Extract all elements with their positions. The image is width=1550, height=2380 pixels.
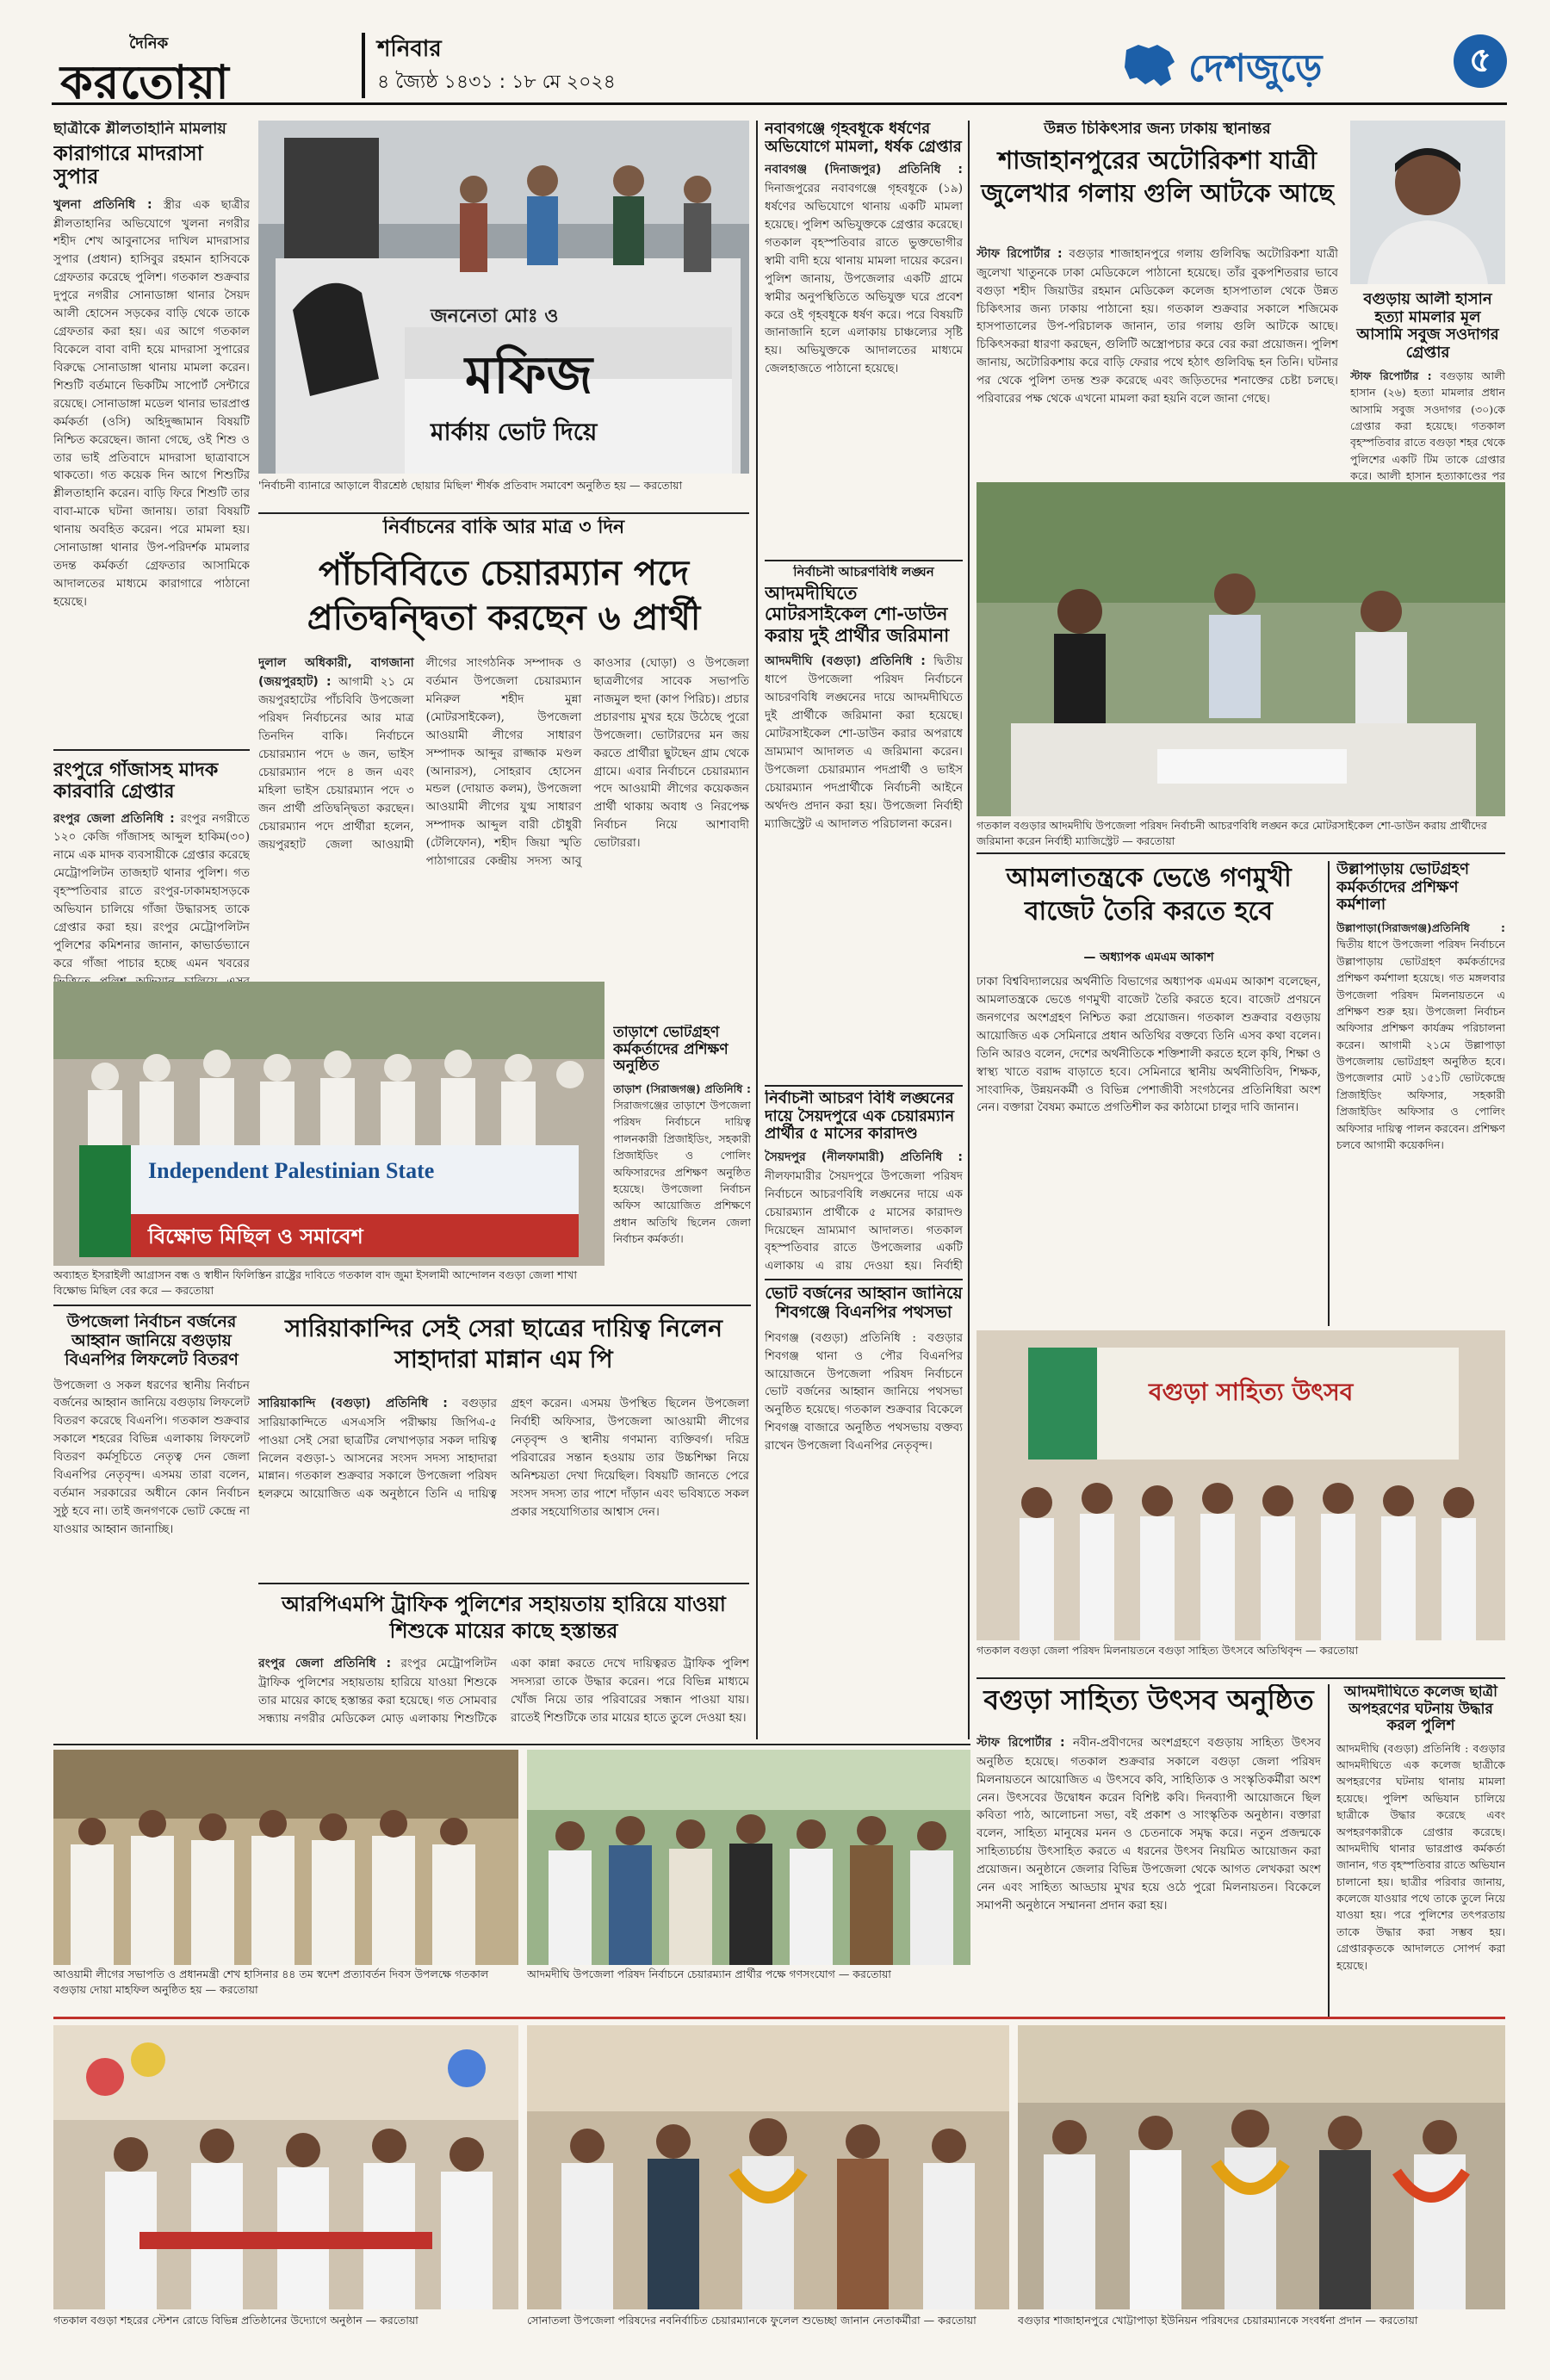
divider [258,1583,749,1584]
main-title-wrap [258,551,749,646]
article-byline: স্টাফ রিপোর্টার : [976,247,1063,261]
ledger-title-wrap [258,1313,749,1391]
article-kicker: নির্বাচনের বাকি আর মাত্র ৩ দিন [382,517,625,538]
divider [976,1677,1505,1679]
article-amlatantra [976,973,1321,1326]
article-title: আদমদীঘিতে কলেজ ছাত্রী অপহরণের ঘটনায় উদ্ধার করল পুলিশ [1344,1684,1497,1735]
article-body: ঢাকা বিশ্ববিদ্যালয়ের অর্থনীতি বিভাগের অধ্যাপক এমএম আকাশ বলেছেন, আমলাতন্ত্রকে ভেঙে গণমুখী বাজেট তৈরি করতে হবে। বাজেট প্রণয়নে জনগণের অংশগ্রহণ নিশ্চিত করা প্রয়োজন। গতকাল শুক্রবার বগুড়ায় আয়োজিত এক সেমিনারে প্রধান অতিথির বক্তব্যে তিনি এসব কথা বলেন। তিনি আরও বলেন, দেশের অর্থনীতিকে শক্তিশালী করতে হলে কৃষি, শিক্ষা ও স্বাস্থ্য খাতে বরাদ্দ বাড়াতে হবে। সেমিনারে স্থানীয় অর্থনীতিবিদ, শিক্ষক, সাংবাদিক, উন্নয়নকর্মী ও বিভিন্ন পেশাজীবী সংগঠনের প্রতিনিধিরা অংশ নেন। বক্তারা বৈষম্য কমাতে প্রগতিশীল কর কাঠামো চালুর দাবি জানান। [976,975,1321,1115]
shajahanpur-title-wrap [976,145,1338,239]
article-body: বগুড়ায় আলী হাসান (২৬) হত্যা মামলার প্রধান আসামি সবুজ সওদাগর (৩০)কে গ্রেপ্তার করা হয়েছে। গতকাল বৃহস্পতিবার রাতে বগুড়া শহর থেকে পুলিশের একটি টিম তাকে গ্রেপ্তার করে। আলী হাসান হত্যাকাণ্ডের পর [1350,369,1505,482]
portrait-image [1350,121,1505,284]
photo-prayer [53,1750,518,1965]
article-byline: সারিয়াকান্দি (বগুড়া) প্রতিনিধি : [258,1397,448,1410]
article-tarash [613,1025,751,1300]
masthead-date: ৪ জ্যৈষ্ঠ ১৪৩১ : ১৮ মে ২০২৪ [377,71,616,93]
photo-caption: বগুড়ার শাজাহানপুরে খোট্টাপাড়া ইউনিয়ন পরিষদের চেয়ারম্যানকে সংবর্ধনা প্রদান — করতোয়া [1018,2314,1418,2327]
paper-name: করতোয়া [60,55,230,109]
article-byline: দুলাল অধিকারী, বাগজানা (জয়পুরহাট) : [258,656,414,689]
article-byline: স্টাফ রিপোর্টার : [976,1736,1065,1750]
article-body: নবীন-প্রবীণদের অংশগ্রহণে বগুড়ায় সাহিত্য উৎসব অনুষ্ঠিত হয়েছে। গতকাল শুক্রবার সকালে বগুড়া জেলা পরিষদ মিলনায়তনে আয়োজিত এ উৎসবে কবি, সাহিত্যিক ও সংস্কৃতিকর্মীরা অংশ নেন। উৎসবের উদ্বোধন করেন বিশিষ্ট কবি। দিনব্যাপী আয়োজনে ছিল কবিতা পাঠ, আলোচনা সভা, বই প্রকাশ ও সাংস্কৃতিক অনুষ্ঠান। বক্তারা বলেন, সাহিত্য মানুষের মনন ও চেতনাকে সমৃদ্ধ করে। নতুন প্রজন্মকে সাহিত্যচর্চায় উৎসাহিত করতে এ ধরনের উৎসব নিয়মিত আয়োজন করা প্রয়োজন। অনুষ্ঠানে জেলার বিভিন্ন উপজেলা থেকে আগত লেখকরা অংশ নেন এবং সাহিত্য আড্ডায় মুখর হয়ে ওঠে পুরো মিলনায়তন। বিকেলে সমাপনী অনুষ্ঠানে সম্মাননা প্রদান করা হয়। [976,1736,1321,1913]
main-title: পাঁচবিবিতে চেয়ারম্যান পদে প্রতিদ্বন্দ্বিতা করছেন ৬ প্রার্থী [307,554,701,638]
article-title: নবাবগঞ্জে গৃহবধূকে ধর্ষণের অভিযোগে মামলা, ধর্ষক গ্রেপ্তার [765,121,962,156]
photo-caption: গতকাল বগুড়ার আদমদীঘি উপজেলা পরিষদ নির্বাচনী আচরণবিধি লঙ্ঘন করে মোটরসাইকেল শো-ডাউন করায় প্রার্থীদের জরিমানা করেন নির্বাহী ম্যাজিস্ট্রেট — করতোয়া [976,819,1487,848]
article-body: আগামী ২১ মে জয়পুরহাটের পাঁচবিবি উপজেলা পরিষদ নির্বাচনের আর মাত্র তিনদিন বাকি। নির্বাচনে চেয়ারম্যান পদে ৬ জন, ভাইস চেয়ারম্যান পদে ৪ জন এবং মহিলা ভাইস চেয়ারম্যান পদে ৩ জন প্রার্থী প্রতিদ্বন্দ্বিতা করছেন। চেয়ারম্যান পদে প্রার্থীরা হলেন, জয়পুরহাট জেলা আওয়ামী লীগের সাংগঠনিক সম্পাদক ও বর্তমান উপজেলা চেয়ারম্যান মনিরুল শহীদ মুন্না (মোটরসাইকেল), উপজেলা আওয়ামী লীগের সাধারণ সম্পাদক আব্দুর রাজ্জাক মণ্ডল (আনারস), সোহরাব হোসেন মন্ডল (দোয়াত কলম), উপজেলা আওয়ামী লীগের যুগ্ম সাধারণ সম্পাদক আব্দুল বারী চৌধুরী (টেলিফোন), শহীদ জিয়া স্মৃতি পাঠাগারের কেন্দ্রীয় সদস্য আবু কাওসার (ঘোড়া) ও উপজেলা ছাত্রলীগের সাবেক সভাপতি নাজমুল হুদা (কাপ পিরিচ)। প্রচার প্রচারণায় মুখর হয়ে উঠেছে পুরো উপজেলা। ভোটারদের মন জয় করতে প্রার্থীরা ছুটছেন গ্রাম থেকে গ্রামে। এবার নির্বাচনে চেয়ারম্যান পদে আওয়ামী লীগের কয়েকজন প্রার্থী থাকায় অবাধ ও নিরপেক্ষ নির্বাচন নিয়ে আশাবাদী ভোটাররা। [258,656,749,869]
article-byline: নবাবগঞ্জ (দিনাজপুর) প্রতিনিধি : [765,163,963,177]
article-body: সিরাজগঞ্জের তাড়াশে উপজেলা পরিষদ নির্বাচনে দায়িত্ব পালনকারী প্রিজাইডিং, সহকারী প্রিজাইডিং ও পোলিং অফিসারদের প্রশিক্ষণ অনুষ্ঠিত হয়েছে। উপজেলা নির্বাচন অফিস আয়োজিত প্রশিক্ষণে প্রধান অতিথি ছিলেন জেলা নির্বাচন কর্মকর্তা। [613,1099,751,1246]
article-trafficking [258,1655,749,1737]
article-main [258,654,749,1016]
divider [53,749,250,751]
photo-campaign [527,1750,970,1965]
photo-shajahanpur-reception [1018,2025,1505,2309]
article-vote-shibganj [765,1285,963,1737]
banner-subtext: জননেতা মোঃ ও [431,306,559,327]
photo-caption: 'নির্বাচনী ব্যানারে আড়ালে বীরশ্রেষ্ঠ ছোয়ার মিছিল' শীর্ষক প্রতিবাদ সমাবেশ অনুষ্ঠিত হয় — করতোয়া [258,479,683,492]
article-title: রংপুরে গাঁজাসহ মাদক কারবারি গ্রেপ্তার [53,759,219,803]
article-kicker: ছাত্রীকে শ্লীলতাহানি মামলায় [53,121,226,138]
column-rule [1328,1684,1330,2018]
photo-caption: আওয়ামী লীগের সভাপতি ও প্রধানমন্ত্রী শেখ হাসিনার ৪৪ তম স্বদেশ প্রত্যাবর্তন দিবস উপলক্ষে গতকাল বগুড়ায় দোয়া মাহফিল অনুষ্ঠিত হয় — করতোয়া [53,1968,489,1997]
photo-court [976,482,1505,816]
article-title: নির্বাচনী আচরণ বিধি লঙ্ঘনের দায়ে সৈয়দপুরে এক চেয়ারম্যান প্রার্থীর ৫ মাসের কারাদণ্ড [765,1090,955,1144]
article-byline: স্টাফ রিপোর্টার : [1350,369,1432,382]
article-body: উপজেলা ও সকল ধরণের স্থানীয় নির্বাচন বর্জনের আহ্বান জানিয়ে বগুড়ায় লিফলেট বিতরণ করেছে বিএনপি। গতকাল শুক্রবার সকালে শহরের বিভিন্ন এলাকায় লিফলেট বিতরণ কর্মসূচিতে নেতৃত্ব দেন জেলা বিএনপির নেতৃবৃন্দ। এসময় তারা বলেন, বর্তমান সরকারের অধীনে কোন নির্বাচন সুষ্ঠু হবে না। তাই জনগণকে ভোট কেন্দ্রে না যাওয়ার আহ্বান জানাচ্ছি। [53,1378,250,1536]
article-body: নীলফামারীর সৈয়দপুরে উপজেলা পরিষদ নির্বাচনে আচরণবিধি লঙ্ঘনের দায়ে এক চেয়ারম্যান প্রার্থীকে ৫ মাসের কারাদণ্ড দিয়েছেন ভ্রাম্যমাণ আদালত। গতকাল বৃহস্পতিবার রাতে উপজেলার একটি এলাকায় এ রায় দেওয়া হয়। নির্বাহী [765,1168,963,1274]
article-title: শাজাহানপুরের অটোরিকশা যাত্রী জুলেখার গলায় গুলি আটকে আছে [981,146,1334,208]
photo-caption: অব্যাহত ইসরাইলী আগ্রাসন বন্ধ ও স্বাধীন ফিলিস্তিন রাষ্ট্রের দাবিতে গতকাল বাদ জুমা ইসলামী আন্দোলন বগুড়া জেলা শাখা বিক্ষোভ মিছিল বের করে — করতোয়া [53,1268,577,1298]
article-title: বগুড়ায় আলী হাসান হত্যা মামলার মূল আসামি সবুজ সওদাগর গ্রেপ্তার [1356,291,1499,363]
banner-text: মফিজ [465,345,593,406]
article-title: কারাগারে মাদরাসা সুপার [53,140,203,189]
divider [53,1744,970,1745]
column-rule [1328,861,1330,1326]
article-byline: তাড়াশ (সিরাজগঞ্জ) প্রতিনিধি : [613,1082,751,1095]
column-rule [968,121,970,1739]
article-byline: রংপুর জেলা প্রতিনিধি : [258,1657,392,1670]
article-ledger [258,1395,749,1576]
article-body: দিনাজপুরের নবাবগঞ্জে গৃহবধূকে (১৯) ধর্ষণের অভিযোগে থানায় একটি মামলা হয়েছে। পুলিশ অভিযুক্তকে গ্রেপ্তার করেছে। গতকাল বৃহস্পতিবার রাতে ভুক্তভোগীর স্বামী বাদী হয়ে থানায় মামলা দায়ের করেন। পুলিশ জানায়, উপজেলার একটি গ্রামে স্বামীর অনুপস্থিতিতে অভিযুক্ত ঘরে প্রবেশ করে ওই গৃহবধূকে ধর্ষণ করে। পরে বিষয়টি জানাজানি হলে এলাকায় চাঞ্চল্যের সৃষ্টি হয়। অভিযুক্তকে আদালতের মাধ্যমে জেলহাজতে পাঠানো হয়েছে। [765,182,963,376]
photo-station-road-image [53,2025,518,2309]
section-logo [1119,36,1447,93]
banner-text: বগুড়া সাহিত্য উৎসব [1149,1378,1354,1406]
article-madrasa [53,121,250,741]
article-title: ভোট বর্জনের আহ্বান জানিয়ে শিবগঞ্জে বিএনপির পথসভা [765,1285,963,1322]
main-kicker-wrap [258,517,749,548]
photo-caption: গতকাল বগুড়া জেলা পরিষদ মিলনায়তনে বগুড়া সাহিত্য উৎসবে অতিথিবৃন্দ — করতোয়া [976,1644,1359,1657]
article-kicker: উন্নত চিকিৎসার জন্য ঢাকায় স্থানান্তর [1044,121,1271,138]
article-kicker: নির্বাচনী আচরণবিধি লঙ্ঘন [793,565,934,580]
banner-subtext-2: মার্কায় ভোট দিয়ে [431,418,598,446]
article-adamdighi-girl [1336,1684,1505,2018]
article-body: বগুড়ার সারিয়াকান্দিতে এসএসসি পরীক্ষায় জিপিএ-৫ পাওয়া সেই সেরা ছাত্রটির লেখাপড়ার সকল দায়িত্ব নিলেন বগুড়া-১ আসনের সংসদ সদস্য সাহাদারা মান্নান। গতকাল শুক্রবার সকালে উপজেলা পরিষদ হলরুমে আয়োজিত এক অনুষ্ঠানে তিনি এ দায়িত্ব গ্রহণ করেন। এসময় উপস্থিত ছিলেন উপজেলা নির্বাহী অফিসার, উপজেলা আওয়ামী লীগের নেতৃবৃন্দ ও স্থানীয় গণমান্য ব্যক্তিবর্গ। দরিদ্র পরিবারের সন্তান হওয়ায় তার উচ্চশিক্ষা নিয়ে অনিশ্চয়তা দেখা দিয়েছিল। বিষয়টি জানতে পেরে সংসদ সদস্য তার পাশে দাঁড়ান এবং ভবিষ্যতে সকল প্রকার সহযোগিতার আশ্বাস দেন। [258,1397,749,1519]
article-byline: রংপুর জেলা প্রতিনিধি : [53,811,175,826]
paper-small: দৈনিক [129,34,169,53]
article-title: উল্লাপাড়ায় ভোটগ্রহণ কর্মকর্তাদের প্রশিক্ষণ কর্মশালা [1336,861,1469,914]
bangladesh-map-icon [1119,41,1180,90]
masthead-divider [362,33,365,98]
divider [765,560,963,561]
masthead [52,26,1507,109]
photo-campaign-image [527,1750,970,1965]
divider [765,1085,963,1087]
article-title: বগুড়া সাহিত্য উৎসব অনুষ্ঠিত [983,1684,1314,1716]
page-number: ৫ [1454,34,1507,88]
photo-sonatala-image [527,2025,1009,2309]
article-title: আমলাতন্ত্রকে ভেঙে গণমুখী বাজেট তৈরি করতে হবে [1006,863,1292,927]
photo-shajahanpur-image [1018,2025,1505,2309]
divider [976,852,1505,854]
article-byline: উল্লাপাড়া(সিরাজগঞ্জ)প্রতিনিধি : [1336,921,1505,935]
divider [258,512,749,514]
article-byline: — অধ্যাপক এমএম আকাশ [1083,951,1214,964]
article-body: রংপুর নগরীতে ১২০ কেজি গাঁজাসহ আব্দুল হাকিম(৩০) নামে এক মাদক ব্যবসায়ীকে গ্রেপ্তার করেছে মেট্রোপলিটন তাজহাট থানার পুলিশ। গত বৃহস্পতিবার রাতে রংপুর-ঢাকামহাসড়কে অভিযান চালিয়ে গাঁজা উদ্ধারসহ তাকে গ্রেপ্তার করা হয়। রংপুর মেট্রোপলিটন পুলিশের কমিশনার জানান, কাভার্ডভ্যানে করে গাঁজা পাচার হচ্ছে এমন খবরের [53,811,250,970]
column-rule [756,121,758,1739]
article-title: তাড়াশে ভোটগ্রহণ কর্মকর্তাদের প্রশিক্ষণ অনুষ্ঠিত [613,1025,728,1075]
photo-protest [53,982,604,1266]
portrait-photo [1350,121,1505,284]
amlatantra-title-wrap [976,861,1321,947]
article-body: দ্বিতীয় ধাপে উপজেলা পরিষদ নির্বাচনে আচরণবিধি লঙ্ঘনের দায়ে আদমদীঘিতে দুই প্রার্থীকে জরিমানা করা হয়েছে। মোটরসাইকেল শো-ডাউন করার অপরাধে ভ্রাম্যমাণ আদালত এ জরিমানা করেন। উপজেলা চেয়ারম্যান পদপ্রার্থী ও ভাইস চেয়ারম্যান পদপ্রার্থীকে নির্বাচনী আইনে অর্থদণ্ড প্রদান করা হয়। উপজেলা নির্বাহী ম্যাজিস্ট্রেট এ আদালত পরিচালনা করেন। [765,654,963,831]
article-title: সারিয়াকান্দির সেই সেরা ছাত্রের দায়িত্ব নিলেন সাহাদারা মান্নান এম পি [285,1314,722,1374]
masthead-day: শনিবার [377,36,442,62]
photo-station-road [53,2025,518,2309]
article-body: দ্বিতীয় ধাপে উপজেলা পরিষদ নির্বাচনে উল্লাপাড়ায় ভোটগ্রহণ কর্মকর্তাদের প্রশিক্ষণ কর্মশালা হয়েছে। গত মঙ্গলবার উপজেলা পরিষদ মিলনায়তনে এ প্রশিক্ষণ শুরু হয়। উপজেলা নির্বাচন অফিসার প্রশিক্ষণ কার্যক্রম পরিচালনা করেন। আগামী ২১মে উল্লাপাড়া উপজেলায় ভোটগ্রহণ অনুষ্ঠিত হবে। উপজেলার মোট ১৫১টি ভোটকেন্দ্রে প্রিজাইডিং অফিসার, সহকারী প্রিজাইডিং অফিসার ও পোলিং অফিসার দায়িত্ব পালন করবেন। প্রশিক্ষণ চলবে আগামী কয়েকদিন। [1336,938,1505,1151]
article-nawabganj [765,121,963,555]
article-byline: খুলনা প্রতিনিধি : [53,197,152,212]
article-body: স্ত্রীর এক ছাত্রীর শ্লীলতাহানির অভিযোগে খুলনা নগরীর শহীদ শেখ আবুনাসের দাখিল মাদরাসার সুপার (প্রধান) হাসিবুর রহমান হাসিবকে গ্রেফতার করেছে পুলিশ। গতকাল শুক্রবার দুপুরে নগরীর সোনাডাঙ্গা থানার সৈয়দ আলী হোসেন সড়কের বাড়ি থেকে তাকে গ্রেফতার করা হয়। এর আগে গতকাল বিকেলে বাবা বাদী হয়ে মাদরাসা সুপারের বিরুদ্ধে সোনাডাঙ্গা থানায় মামলা করেন। শিশুটি বর্তমানে ভিকটিম সাপোর্ট সেন্টারে রয়েছে। সোনাডাঙ্গা মডেল থানার ভারপ্রাপ্ত কর্মকর্তা (ওসি) অহিদুজ্জামান বিষয়টি নিশ্চিত করেছেন। জানা গেছে, ওই শিশু ও তার ভাই প্রতিবাদে মাদরাসা ছাত্রাবাসে থাকতো। গত কয়েক দিন আগে শিশুটির শ্লীলতাহানি করেন। বাড়ি ফিরে শিশুটি তার বাবা-মাকে ঘটনা জানায়। তারা বিষয়টি থানায় অবহিত করেন। পরে মামলা হয়। সোনাডাঙ্গা থানার উপ-পরিদর্শক মামলার তদন্ত কর্মকর্তা গ্রেফতার আসামিকে আদালতের মাধ্যমে কারাগারে পাঠানো হয়েছে। [53,197,250,609]
article-bnp-leaflet [53,1313,250,1726]
banner-subtext: বিক্ষোভ মিছিল ও সমাবেশ [148,1224,363,1249]
section-title: দেশজুড়ে [1188,46,1323,90]
amlatantra-byline-wrap [976,947,1321,968]
banner-text: Independent Palestinian State [148,1158,435,1183]
article-sahitya [976,1734,1321,2018]
article-byline: আদমদীঘি (বগুড়া) প্রতিনিধি : [765,654,926,668]
article-byline: সৈয়দপুর (নীলফামারী) প্রতিনিধি : [765,1150,963,1165]
article-title: উপজেলা নির্বাচন বর্জনের আহ্বান জানিয়ে বগুড়ায় বিএনপির লিফলেট বিতরণ [65,1313,239,1369]
article-title: আরপিএমপি ট্রাফিক পুলিশের সহায়তায় হারিয়ে যাওয়া শিশুকে মায়ের কাছে হস্তান্তর [282,1592,726,1644]
article-shajahanpur [976,245,1338,478]
trafficking-title-wrap [258,1591,749,1652]
article-ullapara [1336,861,1505,1326]
article-body: বগুড়ার শাজাহানপুরে গলায় গুলিবিদ্ধ অটোরিকশা যাত্রী জুলেখা খাতুনকে ঢাকা মেডিকেলে পাঠানো হয়েছে। তাঁর বুকপশিতরার ভাবে বগুড়া শহীদ জিয়াউর রহমান মেডিকেল কলেজ হাসপাতাল থেকে উন্নত চিকিৎসার জন্য ঢাকায় পাঠানো হয়। গতকাল শুক্রবার সকালে শজিমেক হাসপাতালের উপ-পরিচালক জানান, তার গলায় গুলি আটকে আছে। চিকিৎসকরা ধারণা করছেন, গুলিটি অস্ত্রোপচার করে বের করা প্রয়োজন। পুলিশ জানায়, অটোরিকশায় করে বাড়ি ফেরার পথে হঠাৎ গুলিবিদ্ধ হন তিনি। ঘটনার পর থেকে পুলিশ তদন্ত শুরু করেছে এবং জড়িতদের শনাক্তের চেষ্টা চলছে। পরিবারের পক্ষ থেকে এখনো মামলা করা হয়নি বলে জানা গেছে। [976,247,1338,406]
article-saidpur [765,1090,963,1275]
article-title: আদমদীঘিতে মোটরসাইকেল শো-ডাউন করায় দুই প্রার্থীর জরিমানা [765,583,950,646]
photo-rally [258,121,749,474]
photo-sonatala [527,2025,1009,2309]
photo-caption: গতকাল বগুড়া শহরের স্টেশন রোডে বিভিন্ন প্রতিষ্ঠানের উদ্যোগে অনুষ্ঠান — করতোয়া [53,2314,418,2327]
sahitya-title-wrap [976,1684,1321,1736]
photo-caption: সোনাতলা উপজেলা পরিষদের নবনির্বাচিত চেয়ারম্যানকে ফুলেল শুভেচ্ছা জানান নেতাকর্মীরা — করতোয়া [527,2314,976,2327]
article-body: আদমদীঘি (বগুড়া) প্রতিনিধি : বগুড়ার আদমদীঘিতে এক কলেজ ছাত্রীকে অপহরণের ঘটনায় থানায় মামলা হয়েছে। পুলিশ অভিযান চালিয়ে ছাত্রীকে উদ্ধার করেছে এবং অপহরণকারীকে গ্রেপ্তার করেছে। আদমদীঘি থানার ভারপ্রাপ্ত কর্মকর্তা জানান, গত বৃহস্পতিবার রাতে অভিযান চালানো হয়। ছাত্রীর পরিবার জানায়, কলেজে যাওয়ার পথে তাকে তুলে নিয়ে যাওয়া হয়। পরে পুলিশের তৎপরতায় তাকে উদ্ধার করা সম্ভব হয়। গ্রেপ্তারকৃতকে আদালতে সোপর্দ করা হয়েছে। [1336,1741,1505,1972]
paper-logo [52,31,301,109]
divider [765,1279,963,1280]
photo-caption: আদমদীঘি উপজেলা পরিষদ নির্বাচনে চেয়ারম্যান প্রার্থীর পক্ষে গণসংযোগ — করতোয়া [527,1968,891,1980]
divider [53,1305,751,1306]
article-body: রংপুর মেট্রোপলিটন ট্রাফিক পুলিশের সহায়তায় হারিয়ে যাওয়া শিশুকে তার মায়ের কাছে হস্তান্তর করা হয়েছে। গত সোমবার সন্ধ্যায় নগরীর মেডিকেল মোড় এলাকায় শিশুটিকে একা কান্না করতে দেখে দায়িত্বরত ট্রাফিক পুলিশ সদস্যরা তাকে উদ্ধার করেন। পরে বিভিন্ন মাধ্যমে খোঁজ নিয়ে তার পরিবারের সন্ধান পাওয়া যায়। রাতেই শিশুটিকে তার মায়ের হাতে তুলে দেওয়া হয়। [258,1657,749,1726]
article-body: শিবগঞ্জ (বগুড়া) প্রতিনিধি : বগুড়ার শিবগঞ্জ থানা ও পৌর বিএনপির আয়োজনে উপজেলা পরিষদ নির্বাচনে ভোট বর্জনের আহ্বান জানিয়ে পথসভা অনুষ্ঠিত হয়েছে। গতকাল শুক্রবার বিকেলে শিবগঞ্জ বাজারে অনুষ্ঠিত পথসভায় বক্তব্য রাখেন উপজেলা বিএনপির নেতৃবৃন্দ। [765,1330,963,1453]
article-motorcycle [765,565,963,1082]
photo-literature-festival [976,1330,1505,1640]
divider-red [53,2017,1505,2019]
photo-prayer-image [53,1750,518,1965]
photo-court-image [976,482,1505,816]
